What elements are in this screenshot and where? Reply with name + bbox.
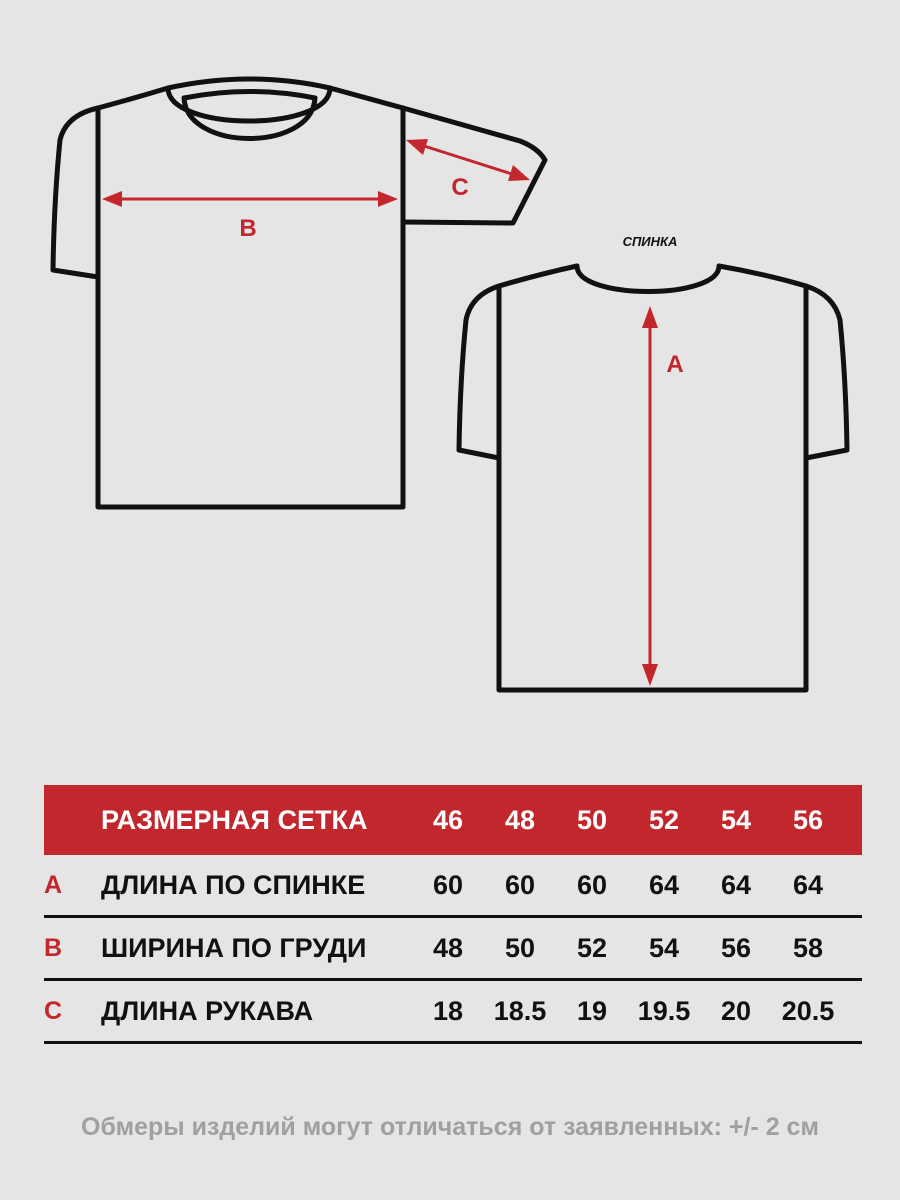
table-cell: 50 bbox=[504, 932, 536, 963]
measure-b-label: B bbox=[239, 215, 257, 242]
size-50: 50 bbox=[576, 804, 608, 835]
row-label-chest-width: ШИРИНА ПО ГРУДИ bbox=[101, 932, 367, 963]
size-54: 54 bbox=[720, 804, 752, 835]
table-cell: 52 bbox=[576, 932, 608, 963]
table-cell: 60 bbox=[576, 869, 608, 900]
table-cell: 19 bbox=[576, 995, 608, 1026]
front-tshirt-outline bbox=[53, 79, 545, 507]
table-cell: 64 bbox=[792, 869, 824, 900]
size-56: 56 bbox=[792, 804, 824, 835]
table-cell: 20.5 bbox=[781, 995, 835, 1026]
table-cell: 56 bbox=[720, 932, 752, 963]
table-cell: 60 bbox=[504, 869, 536, 900]
table-cell: 18 bbox=[432, 995, 464, 1026]
row-label-sleeve-length: ДЛИНА РУКАВА bbox=[101, 995, 314, 1026]
row-letter-a: A bbox=[44, 870, 63, 899]
measure-b-arrow bbox=[102, 191, 398, 207]
table-cell: 64 bbox=[648, 869, 680, 900]
table-cell: 19.5 bbox=[637, 995, 691, 1026]
size-46: 46 bbox=[432, 804, 464, 835]
measure-a-label: A bbox=[666, 351, 684, 378]
row-label-back-length: ДЛИНА ПО СПИНКЕ bbox=[101, 869, 366, 900]
table-cell: 18.5 bbox=[493, 995, 547, 1026]
row-letter-c: C bbox=[44, 996, 63, 1025]
back-view-caption: СПИНКА bbox=[622, 234, 678, 249]
size-chart-header bbox=[44, 785, 862, 855]
size-52: 52 bbox=[648, 804, 680, 835]
size-48: 48 bbox=[504, 804, 536, 835]
table-cell: 60 bbox=[432, 869, 464, 900]
table-cell: 54 bbox=[648, 932, 680, 963]
size-chart-table bbox=[44, 785, 862, 1044]
table-row-a bbox=[44, 855, 862, 918]
measurement-tolerance-note: Обмеры изделий могут отличаться от заявленных: +/- 2 см bbox=[81, 1113, 819, 1141]
size-chart-title: РАЗМЕРНАЯ СЕТКА bbox=[101, 804, 368, 835]
table-row-b bbox=[44, 918, 862, 981]
measure-c-label: C bbox=[451, 174, 469, 201]
table-row-c bbox=[44, 981, 862, 1044]
table-cell: 48 bbox=[432, 932, 464, 963]
table-cell: 20 bbox=[720, 995, 752, 1026]
back-tshirt-outline bbox=[459, 266, 847, 690]
table-cell: 58 bbox=[792, 932, 824, 963]
table-cell: 64 bbox=[720, 869, 752, 900]
row-letter-b: B bbox=[44, 933, 63, 962]
measure-a-arrow bbox=[642, 306, 658, 686]
